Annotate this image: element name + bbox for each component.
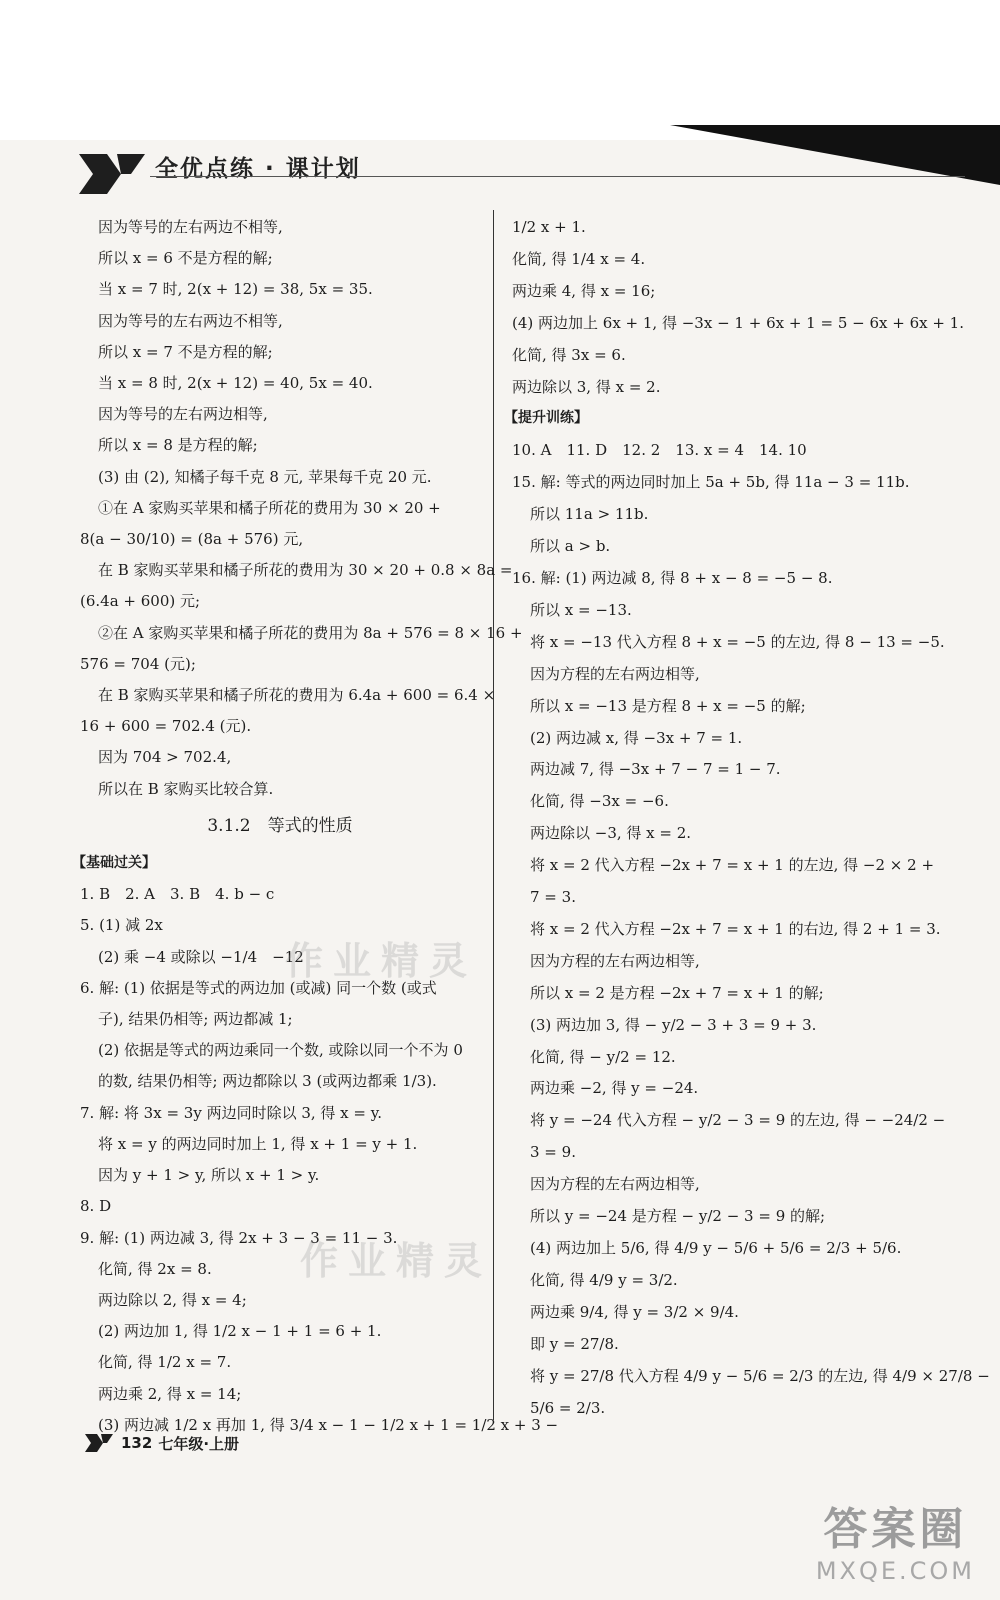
header-rule	[150, 176, 965, 177]
text-line: 两边乘 −2, 得 y = −24.	[530, 1079, 699, 1098]
text-line: 两边除以 3, 得 x = 2.	[512, 377, 661, 396]
subsection-label: 【基础过关】	[72, 855, 156, 872]
text-line: 576 = 704 (元);	[80, 654, 196, 673]
text-line: 化简, 得 − y/2 = 12.	[530, 1047, 676, 1066]
text-line: 1. B 2. A 3. B 4. b − c	[80, 885, 275, 904]
text-line: 化简, 得 1/2 x = 7.	[98, 1353, 232, 1372]
text-line: (2) 依据是等式的两边乘同一个数, 或除以同一个不为 0	[98, 1041, 463, 1060]
text-line: 16. 解: (1) 两边减 8, 得 8 + x − 8 = −5 − 8.	[512, 568, 833, 587]
text-line: (3) 两边减 1/2 x 再加 1, 得 3/4 x − 1 − 1/2 x + 1 = 1/2 x + 3 −	[98, 1415, 559, 1434]
text-line: 6. 解: (1) 依据是等式的两边加 (或减) 同一个数 (或式	[80, 978, 437, 997]
text-line: 1/2 x + 1.	[512, 218, 586, 236]
text-line: (4) 两边加上 6x + 1, 得 −3x − 1 + 6x + 1 = 5 − 6x + 6x + 1.	[512, 313, 964, 332]
text-line: 8. D	[80, 1197, 112, 1216]
text-line: 因为方程的左右两边相等,	[530, 951, 700, 970]
text-line: 将 y = −24 代入方程 − y/2 − 3 = 9 的左边, 得 − −24/2 −	[530, 1111, 946, 1130]
text-line: 所以 x = 2 是方程 −2x + 7 = x + 1 的解;	[530, 983, 824, 1002]
text-line: 5/6 = 2/3.	[530, 1398, 606, 1417]
text-line: 将 x = 2 代入方程 −2x + 7 = x + 1 的左边, 得 −2 × 2 +	[530, 856, 935, 875]
page-header	[55, 138, 965, 208]
text-line: ②在 A 家购买苹果和橘子所花的费用为 8a + 576 = 8 × 16 +	[98, 623, 523, 642]
site-logo-url: MXQE.COM	[815, 1557, 975, 1585]
text-line: (2) 两边减 x, 得 −3x + 7 = 1.	[530, 728, 743, 747]
text-line: 所以 x = 8 是方程的解;	[98, 436, 258, 455]
text-line: 因为等号的左右两边不相等,	[98, 218, 283, 236]
text-line: 因为方程的左右两边相等,	[530, 664, 700, 683]
text-line: 所以 x = 7 不是方程的解;	[98, 342, 273, 361]
text-line: 8(a − 30/10) = (8a + 576) 元,	[80, 530, 304, 549]
text-line: 在 B 家购买苹果和橘子所花的费用为 30 × 20 + 0.8 × 8a =	[98, 561, 513, 580]
text-line: 因为等号的左右两边相等,	[98, 405, 268, 424]
text-line: 将 x = −13 代入方程 8 + x = −5 的左边, 得 8 − 13 = −5.	[530, 632, 945, 651]
right-column	[504, 212, 990, 1424]
text-line: 因为 y + 1 > y, 所以 x + 1 > y.	[98, 1166, 320, 1185]
text-line: (3) 由 (2), 知橘子每千克 8 元, 苹果每千克 20 元.	[98, 467, 432, 486]
text-line: 即 y = 27/8.	[530, 1334, 619, 1353]
text-line: 化简, 得 3x = 6.	[512, 345, 626, 364]
text-line: 两边乘 2, 得 x = 14;	[98, 1384, 242, 1403]
text-line: 5. (1) 减 2x	[80, 916, 163, 935]
page-footer	[85, 1428, 239, 1458]
text-line: (6.4a + 600) 元;	[80, 592, 201, 611]
text-line: 7. 解: 将 3x = 3y 两边同时除以 3, 得 x = y.	[80, 1103, 382, 1122]
text-line: 两边除以 −3, 得 x = 2.	[530, 824, 692, 843]
site-logo-name: 答案圈	[823, 1504, 968, 1555]
section-heading: 3.1.2 等式的性质	[207, 815, 353, 836]
text-line: (2) 两边加 1, 得 1/2 x − 1 + 1 = 6 + 1.	[98, 1322, 382, 1341]
column-divider	[493, 210, 494, 1420]
watermark-text: 作业精灵	[300, 1238, 493, 1283]
text-line: 所以 11a > 11b.	[530, 505, 649, 524]
text-line: 两边除以 2, 得 x = 4;	[98, 1290, 247, 1309]
text-line: 将 y = 27/8 代入方程 4/9 y − 5/6 = 2/3 的左边, 得 4/9 × 27/8 −	[530, 1366, 990, 1385]
text-line: 两边乘 4, 得 x = 16;	[512, 281, 656, 300]
text-line: 所以 x = −13.	[530, 600, 632, 619]
text-line: 两边乘 9/4, 得 y = 3/2 × 9/4.	[530, 1302, 739, 1321]
text-line: ①在 A 家购买苹果和橘子所花的费用为 30 × 20 +	[98, 498, 441, 517]
text-line: 3 = 9.	[530, 1143, 576, 1162]
text-line: 两边减 7, 得 −3x + 7 − 7 = 1 − 7.	[530, 760, 781, 779]
text-line: 10. A 11. D 12. 2 13. x = 4 14. 10	[512, 441, 807, 460]
grade-label: 七年级·上册	[158, 1434, 240, 1453]
text-line: 所以 a > b.	[530, 537, 611, 556]
text-line: 15. 解: 等式的两边同时加上 5a + 5b, 得 11a − 3 = 11b.	[512, 473, 910, 492]
book-logo-icon	[77, 150, 147, 200]
text-line: 因为 704 > 702.4,	[98, 748, 232, 767]
text-line: 化简, 得 1/4 x = 4.	[512, 249, 646, 268]
text-line: 因为方程的左右两边相等,	[530, 1175, 700, 1194]
text-line: 7 = 3.	[530, 888, 576, 907]
text-line: 化简, 得 −3x = −6.	[530, 792, 669, 811]
text-line: 所以在 B 家购买比较合算.	[98, 779, 274, 798]
text-line: 在 B 家购买苹果和橘子所花的费用为 6.4a + 600 = 6.4 ×	[98, 686, 496, 705]
text-line: 所以 x = −13 是方程 8 + x = −5 的解;	[530, 696, 806, 715]
text-line: 将 x = y 的两边同时加上 1, 得 x + 1 = y + 1.	[98, 1134, 418, 1153]
text-line: 9. 解: (1) 两边减 3, 得 2x + 3 − 3 = 11 − 3.	[80, 1228, 398, 1247]
book-logo-icon	[85, 1432, 115, 1454]
text-line: 当 x = 7 时, 2(x + 12) = 38, 5x = 35.	[98, 280, 373, 299]
watermark-text: 作业精灵	[285, 938, 478, 983]
text-line: 因为等号的左右两边不相等,	[98, 311, 283, 330]
text-line: (2) 乘 −4 或除以 −1/4 −12	[98, 947, 304, 966]
text-line: (4) 两边加上 5/6, 得 4/9 y − 5/6 + 5/6 = 2/3 + 5/6.	[530, 1239, 902, 1257]
text-line: 将 x = 2 代入方程 −2x + 7 = x + 1 的右边, 得 2 + 1 = 3.	[530, 919, 941, 938]
site-watermark-logo	[816, 1493, 975, 1585]
page-title: 全优点练 · 课计划	[155, 156, 361, 182]
text-line: 化简, 得 2x = 8.	[98, 1259, 212, 1278]
text-line: 化简, 得 4/9 y = 3/2.	[530, 1270, 678, 1289]
text-line: 所以 y = −24 是方程 − y/2 − 3 = 9 的解;	[530, 1207, 826, 1226]
text-line: 当 x = 8 时, 2(x + 12) = 40, 5x = 40.	[98, 374, 373, 393]
text-line: 所以 x = 6 不是方程的解;	[98, 249, 273, 268]
text-line: 的数, 结果仍相等; 两边都除以 3 (或两边都乘 1/3).	[98, 1072, 437, 1091]
text-line: (3) 两边加 3, 得 − y/2 − 3 + 3 = 9 + 3.	[530, 1015, 817, 1034]
text-line: 子), 结果仍相等; 两边都减 1;	[98, 1010, 293, 1029]
text-line: 16 + 600 = 702.4 (元).	[80, 717, 252, 736]
subsection-label: 【提升训练】	[504, 410, 588, 427]
page-top-margin	[0, 0, 1000, 140]
page-number: 132	[121, 1434, 153, 1452]
